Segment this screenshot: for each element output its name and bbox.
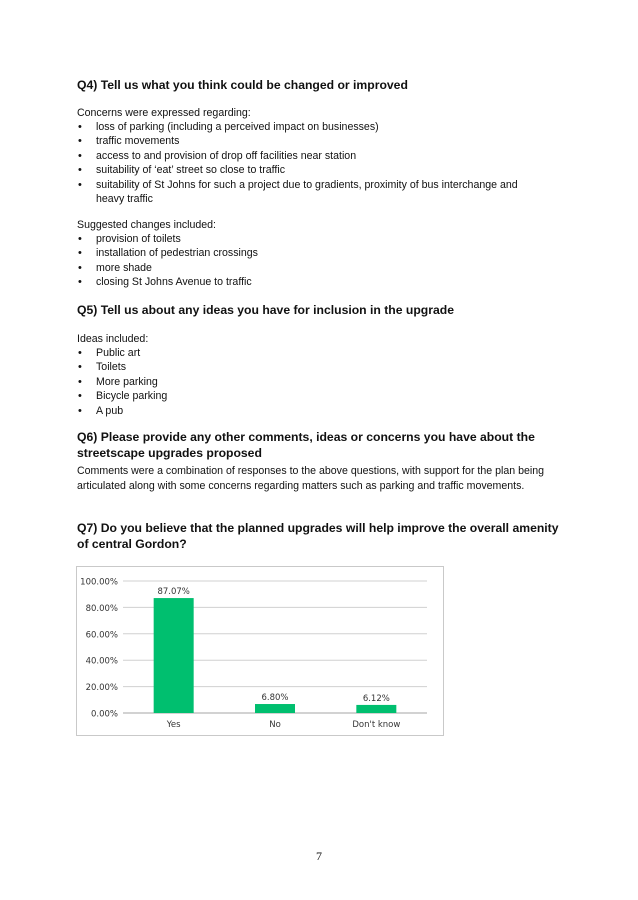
q4-changes-list [77, 232, 567, 290]
q4-heading: Q4) Tell us what you think could be changed or improved [77, 78, 408, 92]
list-item: • provision of toilets [77, 232, 567, 246]
list-item: • Toilets [77, 360, 567, 374]
q6-heading: Q6) Please provide any other comments, ideas or concerns you have about the streetscape upgrades proposed [77, 430, 535, 460]
y-tick-label: 100.00% [80, 577, 118, 588]
q5-ideas-list [77, 346, 567, 418]
list-item: • traffic movements [77, 134, 567, 148]
x-tick-label: No [269, 720, 281, 730]
y-tick-label: 0.00% [90, 709, 118, 720]
page-number: 7 [316, 849, 322, 863]
bar [255, 704, 295, 713]
list-item: • closing St Johns Avenue to traffic [77, 275, 567, 289]
list-item: • access to and provision of drop off facilities near station [77, 149, 567, 163]
bar [356, 705, 396, 713]
list-item: • suitability of St Johns for such a project due to gradients, proximity of bus interchange and heavy traffic [77, 178, 567, 207]
y-tick-label: 80.00% [85, 603, 118, 614]
list-item: • installation of pedestrian crossings [77, 246, 567, 260]
chart-frame [76, 566, 444, 736]
q4-concerns-list [77, 120, 567, 206]
data-label: 6.12% [362, 693, 390, 704]
x-tick-label: Don't know [352, 720, 401, 730]
q5-ideas-intro: Ideas included: [77, 333, 149, 345]
q4-concerns-intro: Concerns were expressed regarding: [77, 107, 251, 119]
q7-bar-chart [77, 567, 443, 735]
list-item: • more shade [77, 261, 567, 275]
list-item: • More parking [77, 375, 567, 389]
data-label: 87.07% [157, 587, 190, 598]
q4-changes-intro: Suggested changes included: [77, 219, 217, 231]
y-tick-label: 40.00% [85, 656, 118, 667]
y-tick-label: 20.00% [85, 683, 118, 694]
q6-body: Comments were a combination of responses to the above questions, with support for the plan being articulated along with some concerns regarding matters such as parking and traffic movements. [77, 465, 544, 492]
data-label: 6.80% [261, 693, 289, 704]
list-item: • suitability of ‘eat’ street so close to traffic [77, 163, 567, 177]
list-item: • Public art [77, 346, 567, 360]
y-tick-label: 60.00% [85, 630, 118, 641]
q7-heading: Q7) Do you believe that the planned upgrades will help improve the overall amenity of central Gordon? [77, 521, 559, 551]
bar [154, 598, 194, 713]
list-item: • A pub [77, 404, 567, 418]
x-tick-label: Yes [166, 720, 181, 730]
list-item: • loss of parking (including a perceived impact on businesses) [77, 120, 567, 134]
list-item: • Bicycle parking [77, 389, 567, 403]
q5-heading: Q5) Tell us about any ideas you have for inclusion in the upgrade [77, 303, 454, 317]
